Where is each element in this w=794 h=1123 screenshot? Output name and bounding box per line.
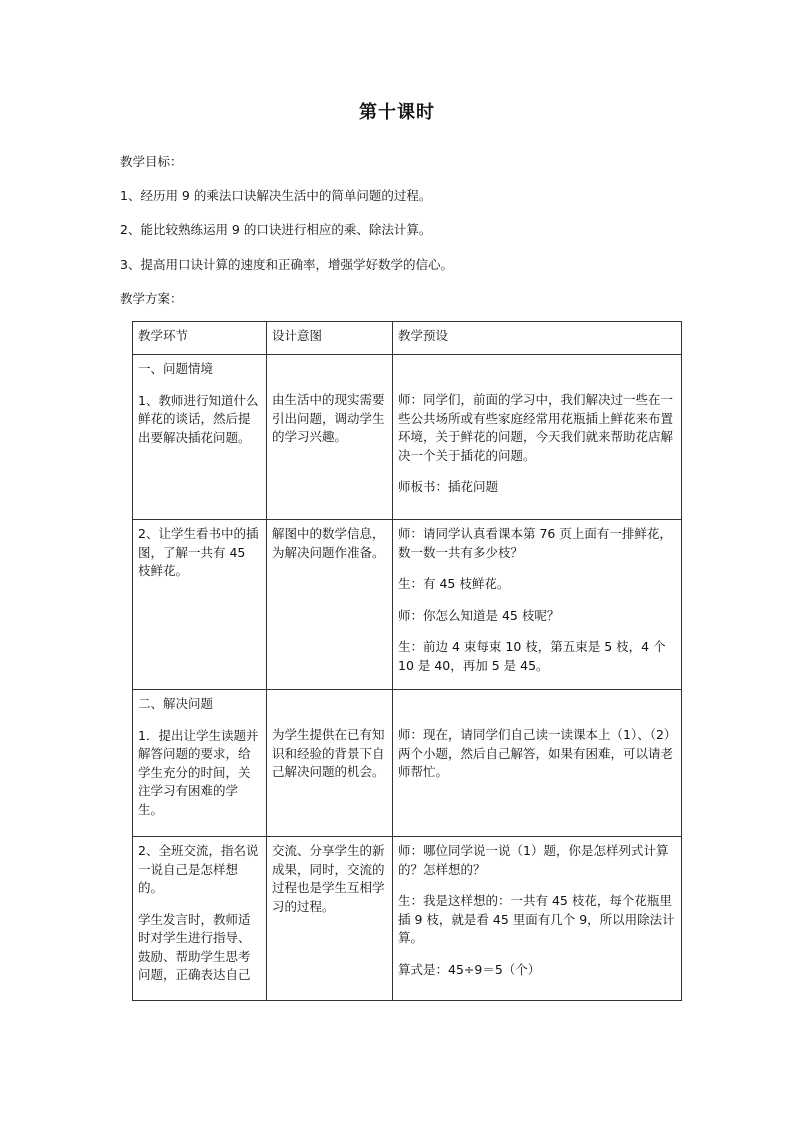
cell-text: 2、让学生看书中的插图，了解一共有 45 枝鲜花。: [138, 526, 259, 578]
stage-cell: [133, 520, 267, 690]
cell-text: 1．提出让学生读题并解答问题的要求，给学生充分的时间，关注学习有困难的学生。: [138, 727, 259, 817]
cell-text: 生：前边 4 束每束 10 枝，第五束是 5 枝，4 个 10 是 40，再加 5 是 45。: [398, 639, 666, 673]
column-header: 教学环节: [133, 322, 267, 355]
section-heading: 一、问题情境: [138, 361, 214, 376]
cell-text: 师：你怎么知道是 45 枝呢？: [398, 607, 560, 623]
objective-item: 1、经历用 9 的乘法口诀解决生活中的简单问题的过程。: [120, 188, 432, 203]
cell-text: 为学生提供在已有知识和经验的背景下自己解决问题的机会。: [272, 727, 385, 779]
objective-item: 3、提高用口诀计算的速度和正确率，增强学好数学的信心。: [120, 257, 453, 272]
column-header: 设计意图: [267, 322, 393, 355]
cell-text: 师板书：插花问题: [398, 479, 499, 494]
objective-item: 2、能比较熟练运用 9 的口诀进行相应的乘、除法计算。: [120, 222, 432, 237]
teaching-plan-table: [132, 321, 682, 1001]
cell-text: 师：同学们，前面的学习中，我们解决过一些在一些公共场所或有些家庭经常用花瓶插上鲜花来布置环境，关于鲜花的问题，今天我们就来帮助花店解决一个关于插花的问题。: [398, 392, 674, 463]
column-header: 教学预设: [393, 322, 682, 355]
preset-cell: [393, 837, 682, 1001]
cell-text: 解图中的数学信息，为解决问题作准备。: [272, 526, 385, 560]
table-row: [133, 355, 682, 520]
cell-text: 生：有 45 枝鲜花。: [398, 576, 510, 591]
plan-heading: 教学方案：: [120, 291, 183, 306]
cell-text: 1、教师进行知道什么鲜花的谈话，然后提出要解决插花问题。: [138, 392, 259, 445]
preset-cell: [393, 690, 682, 837]
page-title: 第十课时: [359, 102, 435, 123]
cell-text: 师：哪位同学说一说（1）题，你是怎样列式计算的？怎样想的？: [398, 843, 669, 877]
intent-cell: [267, 355, 393, 520]
stage-cell: [133, 355, 267, 520]
table-row: [133, 520, 682, 690]
table-row: [133, 690, 682, 837]
table-row: [133, 837, 682, 1001]
preset-cell: [393, 355, 682, 520]
stage-cell: [133, 837, 267, 1001]
cell-text: 师：现在，请同学们自己读一读课本上（1）、（2）两个小题，然后自己解答，如果有困难，可以请老师帮忙。: [398, 727, 674, 779]
cell-text: 由生活中的现实需要引出问题，调动学生的学习兴趣。: [272, 392, 385, 444]
preset-cell: [393, 520, 682, 690]
intent-cell: [267, 690, 393, 837]
intent-cell: [267, 520, 393, 690]
cell-text: 2、全班交流，指名说一说自己是怎样想的。: [138, 843, 259, 895]
cell-text: 算式是：45÷9＝5（个）: [398, 961, 541, 977]
cell-text: 学生发言时，教师适时对学生进行指导、鼓励、帮助学生思考问题，正确表达自己: [138, 911, 251, 982]
section-heading: 二、解决问题: [138, 696, 214, 711]
cell-text: 生：我是这样想的：一共有 45 枝花，每个花瓶里插 9 枝，就是看 45 里面有几个 9，所以用除法计算。: [398, 893, 675, 945]
objectives-heading: 教学目标：: [120, 154, 183, 169]
intent-cell: [267, 837, 393, 1001]
stage-cell: [133, 690, 267, 837]
table-header-row: [133, 322, 682, 355]
cell-text: 师：请同学认真看课本第 76 页上面有一排鲜花，数一数一共有多少枝？: [398, 526, 672, 560]
cell-text: 交流、分享学生的新成果，同时，交流的过程也是学生互相学习的过程。: [272, 843, 385, 914]
